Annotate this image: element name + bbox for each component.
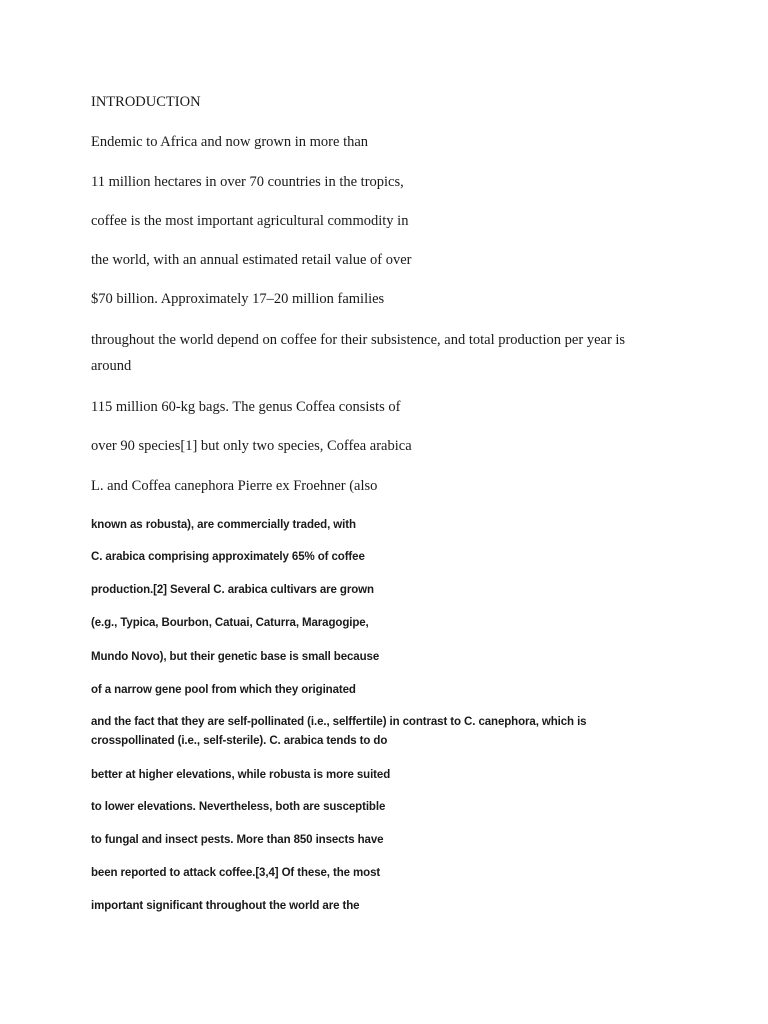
- paragraph-line: L. and Coffea canephora Pierre ex Froehner (also: [91, 478, 378, 494]
- paragraph-line: over 90 species[1] but only two species, Coffea arabica: [91, 438, 412, 454]
- paragraph-line: 11 million hectares in over 70 countries in the tropics,: [91, 174, 404, 190]
- paragraph-line: been reported to attack coffee.[3,4] Of these, the most: [91, 867, 381, 879]
- paragraph-line: production.[2] Several C. arabica cultivars are grown: [91, 584, 374, 596]
- paragraph-line: to fungal and insect pests. More than 850 insects have: [91, 834, 384, 846]
- paragraph-line: coffee is the most important agricultural commodity in: [91, 213, 409, 229]
- paragraph-line: $70 billion. Approximately 17–20 million families: [91, 291, 385, 307]
- paragraph-line: throughout the world depend on coffee for their subsistence, and total production per year is around: [91, 332, 626, 374]
- paragraph-line: Endemic to Africa and now grown in more than: [91, 134, 369, 150]
- section-heading: INTRODUCTION: [91, 94, 201, 110]
- paragraph-line: better at higher elevations, while robusta is more suited: [91, 769, 391, 781]
- paragraph-line: C. arabica comprising approximately 65% of coffee: [91, 551, 365, 563]
- paragraph-line: (e.g., Typica, Bourbon, Catuai, Caturra, Maragogipe,: [91, 617, 369, 629]
- paragraph-line: the world, with an annual estimated retail value of over: [91, 252, 412, 268]
- paragraph-line: of a narrow gene pool from which they originated: [91, 684, 356, 696]
- paragraph-line: Mundo Novo), but their genetic base is small because: [91, 651, 380, 663]
- paragraph-line: important significant throughout the world are the: [91, 900, 360, 912]
- paragraph-line: known as robusta), are commercially traded, with: [91, 519, 356, 531]
- paragraph-line: to lower elevations. Nevertheless, both are susceptible: [91, 801, 386, 813]
- paragraph-line: 115 million 60-kg bags. The genus Coffea consists of: [91, 399, 401, 415]
- paragraph-line: and the fact that they are self-pollinated (i.e., selffertile) in contrast to C. canephora, which is crosspollinated (i.e., self-sterile). C. arabica tends to do: [91, 716, 587, 747]
